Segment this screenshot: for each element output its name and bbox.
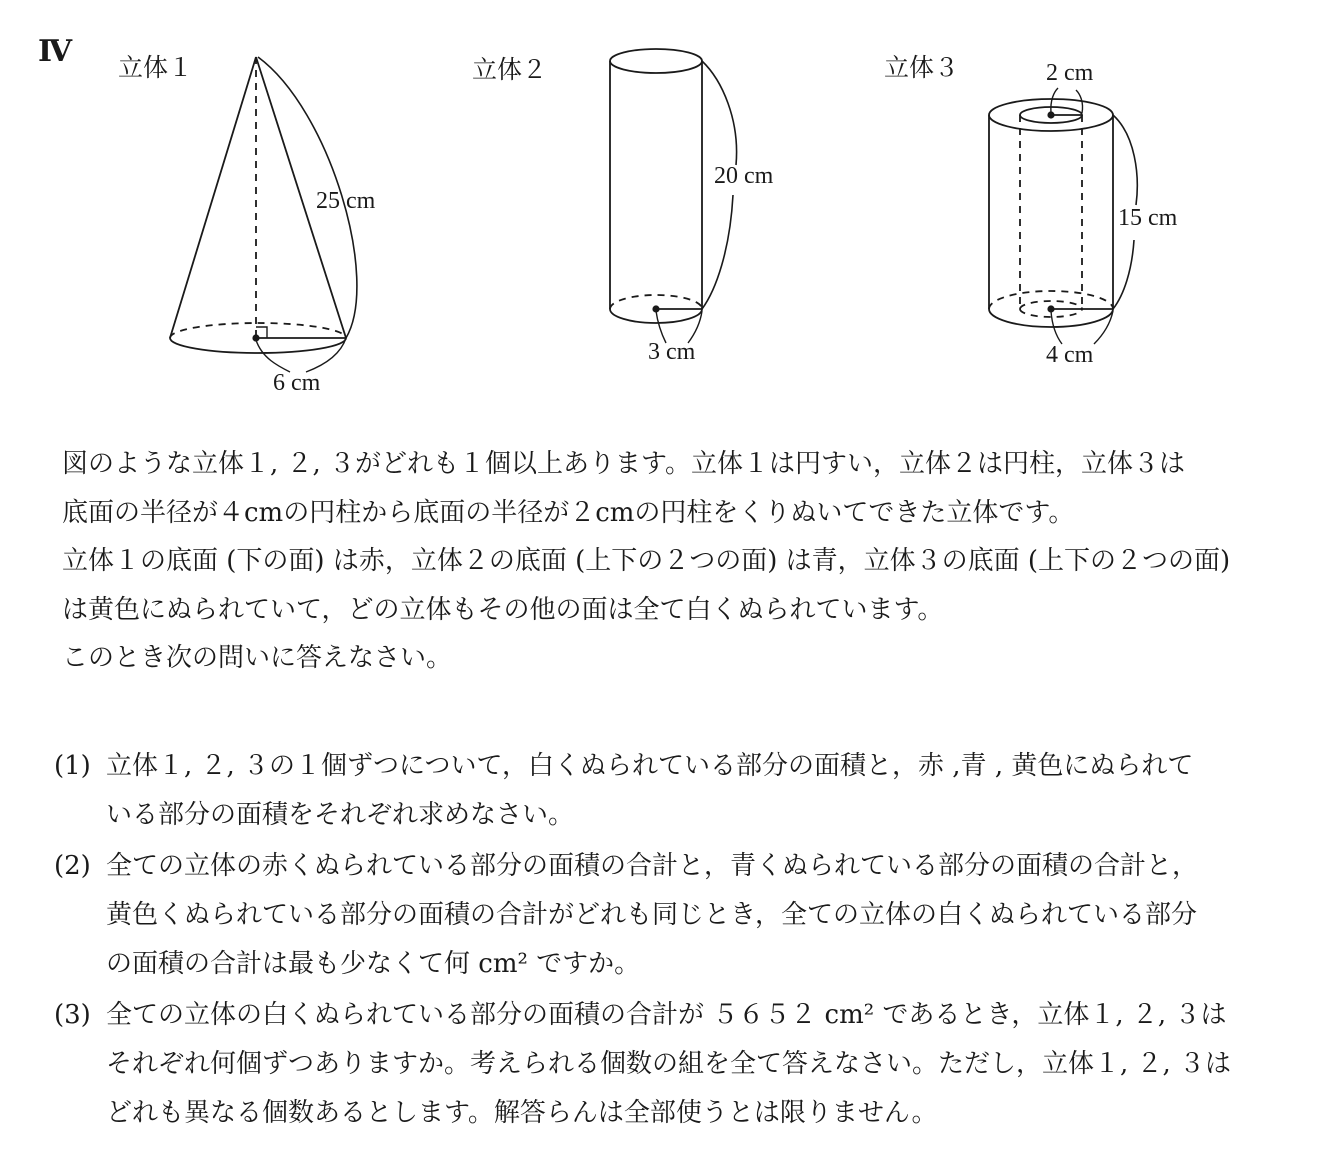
intro-line: は黄色にぬられていて，どの立体もその他の面は全て白くぬられています。 xyxy=(62,594,944,625)
solid2-height-label: 20 cm xyxy=(714,163,774,189)
intro-line: 図のような立体１, ２, ３がどれも１個以上あります。立体１は円すい，立体２は円柱，立体３は xyxy=(62,449,1185,479)
question-line: 黄色くぬられている部分の面積の合計がどれも同じとき，全ての立体の白くぬられている部分 xyxy=(106,900,1197,930)
question-line: 全ての立体の白くぬられている部分の面積の合計が ５６５２ cm² であるとき，立体１, ２, ３は xyxy=(106,1000,1227,1030)
question-line: どれも異なる個数あるとします。解答らんは全部使うとは限りません。 xyxy=(106,1098,938,1128)
question-3 xyxy=(54,991,1324,1138)
cone-figure xyxy=(170,57,357,372)
question-line: それぞれ何個ずつありますか。考えられる個数の組を全て答えなさい。ただし，立体１, ２, ３は xyxy=(106,1049,1232,1079)
problem-statement xyxy=(62,440,1322,683)
solid2-label: 立体２ xyxy=(472,55,548,84)
question-line: 全ての立体の赤くぬられている部分の面積の合計と，青くぬられている部分の面積の合計と， xyxy=(106,851,1199,881)
intro-line: このとき次の問いに答えなさい。 xyxy=(62,643,453,673)
question-2 xyxy=(54,842,1324,989)
section-number: Ⅳ xyxy=(38,35,72,68)
solid3-inner-radius-label: 2 cm xyxy=(1046,60,1094,86)
cylinder-figure xyxy=(610,49,737,343)
solid3-outer-radius-label: 4 cm xyxy=(1046,342,1094,368)
question-line: の面積の合計は最も少なくて何 cm² ですか。 xyxy=(106,949,641,979)
question-number: (2) xyxy=(54,851,91,881)
question-line: いる部分の面積をそれぞれ求めなさい。 xyxy=(106,800,575,830)
question-number: (1) xyxy=(54,751,91,781)
solids-figure xyxy=(0,0,1339,420)
question-number: (3) xyxy=(54,1000,91,1030)
hollow-cylinder-figure xyxy=(989,88,1137,344)
intro-line: 底面の半径が４cmの円柱から底面の半径が２cmの円柱をくりぬいてできた立体です。 xyxy=(62,497,1075,528)
intro-line: 立体１の底面 (下の面) は赤，立体２の底面 (上下の２つの面) は青，立体３の底面 (上下の２つの面) xyxy=(62,546,1231,576)
question-list xyxy=(54,742,1324,1138)
solid2-radius-label: 3 cm xyxy=(648,339,696,365)
solid1-slant-label: 25 cm xyxy=(316,188,376,214)
solid3-height-label: 15 cm xyxy=(1118,205,1178,231)
solid3-label: 立体３ xyxy=(884,53,960,82)
solid1-label: 立体１ xyxy=(118,53,194,82)
question-line: 立体１, ２, ３の１個ずつについて，白くぬられている部分の面積と，赤 ,青 , 黄色にぬられて xyxy=(106,751,1194,781)
question-1 xyxy=(54,742,1324,840)
solid1-radius-label: 6 cm xyxy=(273,370,321,396)
